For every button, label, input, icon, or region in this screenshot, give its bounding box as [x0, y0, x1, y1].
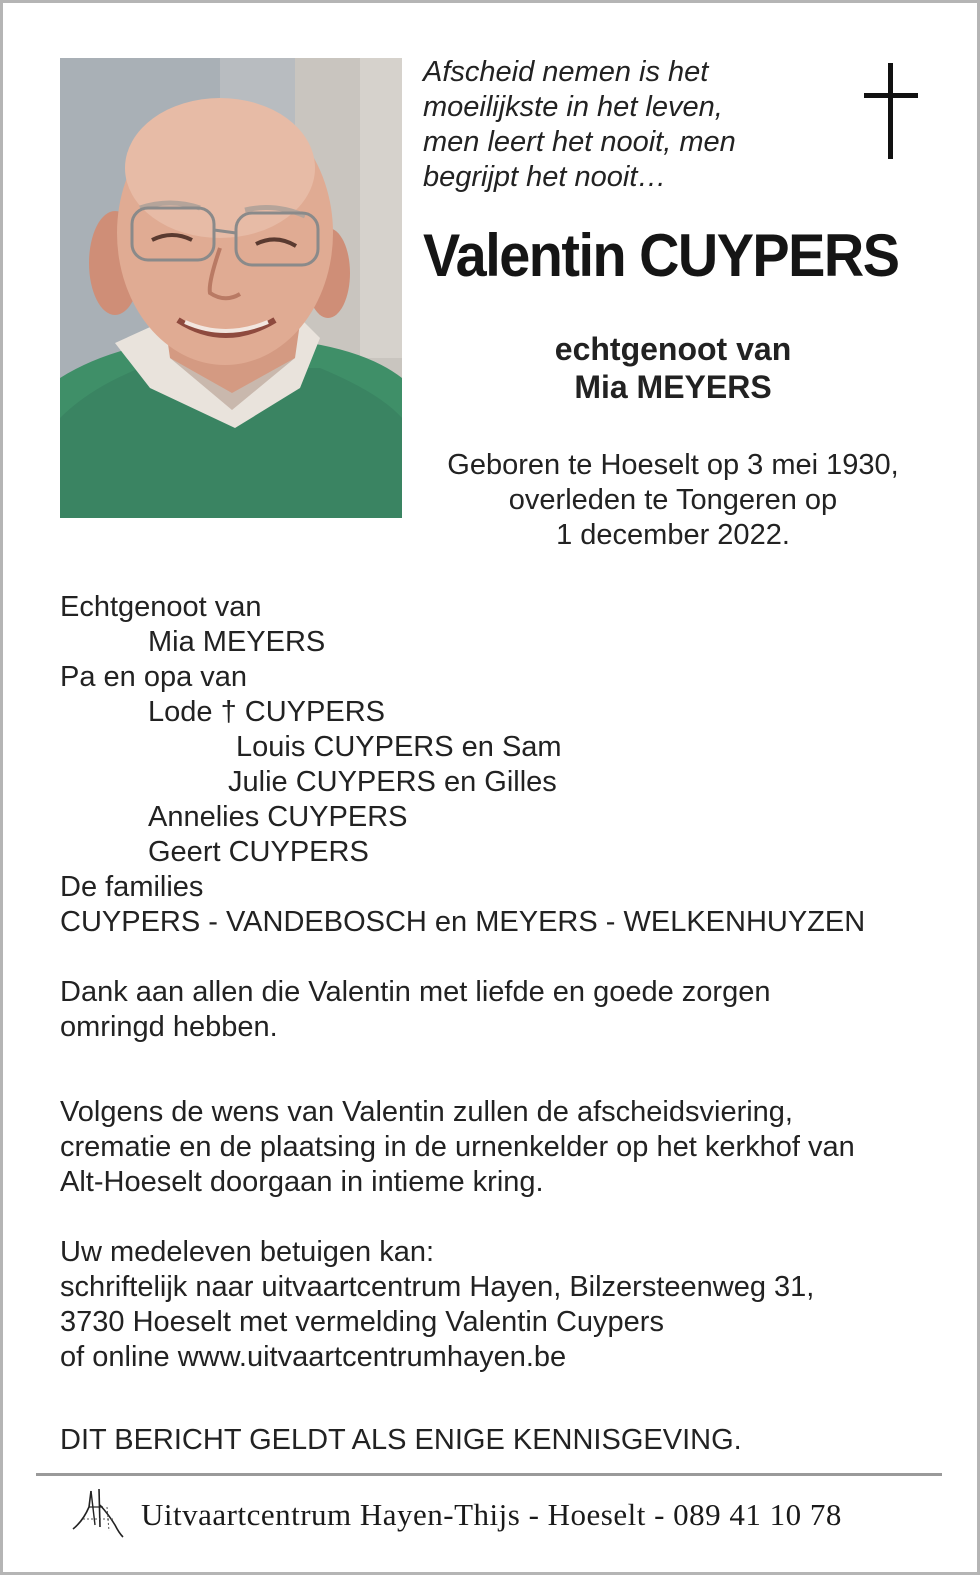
- spouse-label: echtgenoot van: [554, 331, 792, 367]
- family-child: Annelies CUYPERS: [148, 801, 408, 833]
- spouse-block: [423, 330, 923, 406]
- spouse-name: Mia MEYERS: [574, 369, 772, 405]
- paragraph-line: Volgens de wens van Valentin zullen de afscheidsviering,: [60, 1096, 793, 1128]
- condolences-paragraph: [60, 1235, 930, 1375]
- quote-line: men leert het nooit, men: [423, 126, 736, 158]
- quote-line: Afscheid nemen is het: [423, 56, 709, 88]
- family-names: CUYPERS - VANDEBOSCH en MEYERS - WELKENHUYZEN: [60, 906, 866, 938]
- quote-line: begrijpt het nooit…: [423, 161, 667, 193]
- paragraph-line: 3730 Hoeselt met vermelding Valentin Cuypers: [60, 1306, 664, 1338]
- family-spouse: Mia MEYERS: [148, 626, 326, 658]
- family-child: Geert CUYPERS: [148, 836, 369, 868]
- families-heading: De families: [60, 871, 204, 903]
- death-date-line: 1 december 2022.: [556, 519, 790, 551]
- spouse-heading: Echtgenoot van: [60, 591, 262, 623]
- family-grandchild: Julie CUYPERS en Gilles: [228, 766, 557, 798]
- paragraph-line: Alt-Hoeselt doorgaan in intieme kring.: [60, 1166, 544, 1198]
- footer-divider: [36, 1473, 942, 1476]
- ceremony-paragraph: [60, 1095, 930, 1200]
- paragraph-line: omringd hebben.: [60, 1011, 278, 1043]
- child-first-name: Lode: [148, 696, 213, 728]
- family-list: [60, 590, 865, 940]
- death-line: overleden te Tongeren op: [508, 484, 838, 516]
- deceased-cross-icon: †: [220, 696, 237, 728]
- paragraph-line: schriftelijk naar uitvaartcentrum Hayen, Bilzersteenweg 31,: [60, 1271, 815, 1303]
- child-last-name: CUYPERS: [244, 696, 385, 728]
- life-dates: [423, 448, 923, 553]
- portrait-photo: [60, 58, 402, 518]
- paragraph-line: crematie en de plaatsing in de urnenkelder op het kerkhof van: [60, 1131, 855, 1163]
- children-heading: Pa en opa van: [60, 661, 248, 693]
- family-grandchild: Louis CUYPERS en Sam: [236, 731, 562, 763]
- thanks-paragraph: [60, 975, 930, 1045]
- quote-line: moeilijkste in het leven,: [423, 91, 723, 123]
- funeral-home-logo-icon: [69, 1485, 129, 1541]
- family-child: [60, 695, 865, 730]
- official-notice: DIT BERICHT GELDT ALS ENIGE KENNISGEVING.: [60, 1424, 742, 1456]
- paragraph-line: Uw medeleven betuigen kan:: [60, 1236, 435, 1268]
- farewell-quote: [423, 55, 843, 195]
- deceased-name: Valentin CUYPERS: [423, 222, 899, 289]
- paragraph-line: Dank aan allen die Valentin met liefde en goede zorgen: [60, 976, 771, 1008]
- birth-line: Geboren te Hoeselt op 3 mei 1930,: [447, 449, 899, 481]
- funeral-home-contact: Uitvaartcentrum Hayen-Thijs - Hoeselt - 089 41 10 78: [141, 1497, 842, 1532]
- cross-icon: [861, 63, 921, 163]
- paragraph-line: of online www.uitvaartcentrumhayen.be: [60, 1341, 567, 1373]
